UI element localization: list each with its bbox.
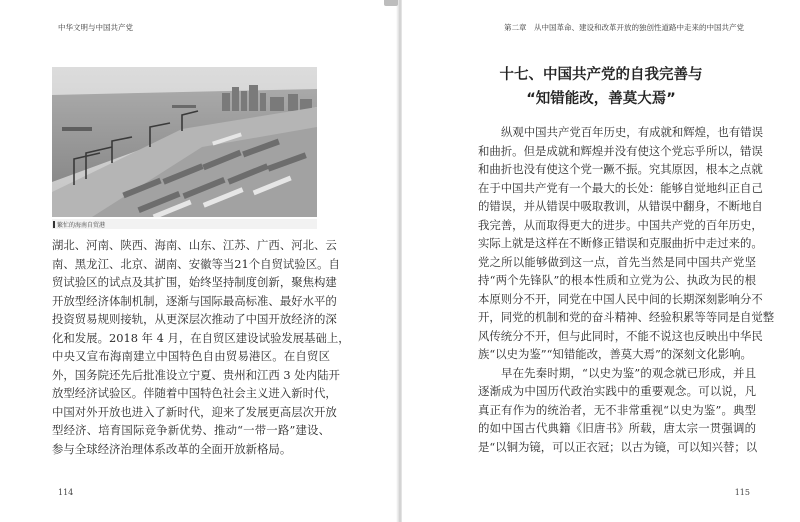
text-line: 湖北、河南、陕西、海南、山东、江苏、广西、河北、云: [52, 238, 337, 252]
text-line: 持“两个先锋队”的根本性质和立党为公、执政为民的根: [478, 273, 756, 287]
text-line: 放型经济试验区。伴随着中国特色社会主义进入新时代，: [52, 386, 337, 400]
text-line: 化和发展。2018 年 4 月，在自贸区建设试验发展基础上，: [52, 330, 350, 345]
text-line: 逐渐成为中国历代政治实践中的重要观念。可以说，凡: [478, 384, 756, 398]
section-title-line-1: 十七、中国共产党的自我完善与: [499, 67, 703, 83]
text-line: 中央又宣布海南建立中国特色自由贸易港区。在自贸区: [52, 349, 330, 363]
left-page: [0, 0, 398, 522]
text-line: 的如中国古代典籍《旧唐书》所载，唐太宗一贯强调的: [478, 421, 756, 435]
text-line: 早在先秦时期，“以史为鉴”的观念就已形成，并且: [501, 365, 756, 380]
right-page: [402, 0, 800, 522]
text-line: 实际上就是这样在不断修正错误和克服曲折中走过来的。: [478, 236, 763, 250]
harbor-photo-image: [52, 67, 317, 217]
text-line: 投资贸易规则接轨，从更深层次推动了中国开放经济的深: [52, 312, 337, 326]
text-line: 型经济、培育国际竞争新优势、推动“一带一路”建设、: [52, 423, 330, 437]
text-line: 中国对外开放也进入了新时代，迎来了发展更高层次开放: [52, 404, 337, 419]
text-line: 纵观中国共产党百年历史，有成就和辉煌，也有错误: [501, 125, 763, 139]
text-line: 南、黑龙江、北京、湖南、安徽等当21个自贸试验区。自: [52, 256, 340, 271]
text-line: 族“以史为鉴”“知错能改，善莫大焉”的深刻文化影响。: [478, 347, 752, 361]
text-line: 是“以铜为镜，可以正衣冠；以古为镜，可以知兴替；以: [478, 439, 758, 454]
text-line: 我完善，从而取得更大的进步。中国共产党的百年历史，: [478, 217, 763, 232]
section-title-line-2: “知错能改，善莫大焉”: [526, 91, 676, 107]
text-line: 参与全球经济治理体系改革的全面开放新格局。: [52, 441, 292, 456]
text-line: 和曲折。但是成就和辉煌并没有使这个党忘乎所以，错误: [478, 143, 763, 158]
photo-caption: 繁忙的海南自贸港: [57, 222, 106, 229]
text-line: 开放型经济体制机制，逐渐与国际最高标准、最好水平的: [52, 293, 337, 308]
section-title: [402, 63, 800, 111]
text-line: 在于中国共产党有一个最大的长处：能够自觉地纠正自己: [478, 180, 763, 195]
text-line: 风传统分不开，但与此同时，不能不说这也反映出中华民: [478, 328, 763, 343]
left-body-text: [52, 236, 350, 458]
page-number-right: 115: [734, 488, 750, 497]
text-line: 的错误，并从错误中吸取教训，从错误中翻身，不断地自: [478, 199, 763, 213]
text-line: 贸试验区的试点及其扩围，始终坚持制度创新，聚焦构建: [52, 275, 337, 289]
page-number-left: 114: [58, 488, 74, 497]
text-line: 真正有作为的统治者，无不非常重视“以史为鉴”。典型: [478, 402, 756, 417]
ribbon-bookmark: [384, 0, 398, 6]
text-line: 和曲折也没有使这个党一蹶不振。究其原因，根本之点就: [478, 162, 763, 176]
text-line: 外，国务院还先后批准设立宁夏、贵州和江西 3 处内陆开: [52, 367, 340, 382]
running-head-right: 第二章 从中国革命、建设和改革开放的独创性道路中走来的中国共产党: [504, 23, 744, 32]
text-line: 开，同党的机制和党的奋斗精神、经验积累等等同是自觉整: [478, 310, 775, 324]
text-line: 本原则分不开，同党在中国人民中间的长期深刻影响分不: [478, 291, 763, 306]
text-line: 党之所以能够做到这一点，首先当然是同中国共产党坚: [478, 254, 756, 269]
running-head-left: 中华文明与中国共产党: [58, 23, 133, 32]
right-body-text: [478, 123, 775, 456]
caption-marker: [53, 221, 55, 228]
harbor-photo: [52, 67, 317, 217]
